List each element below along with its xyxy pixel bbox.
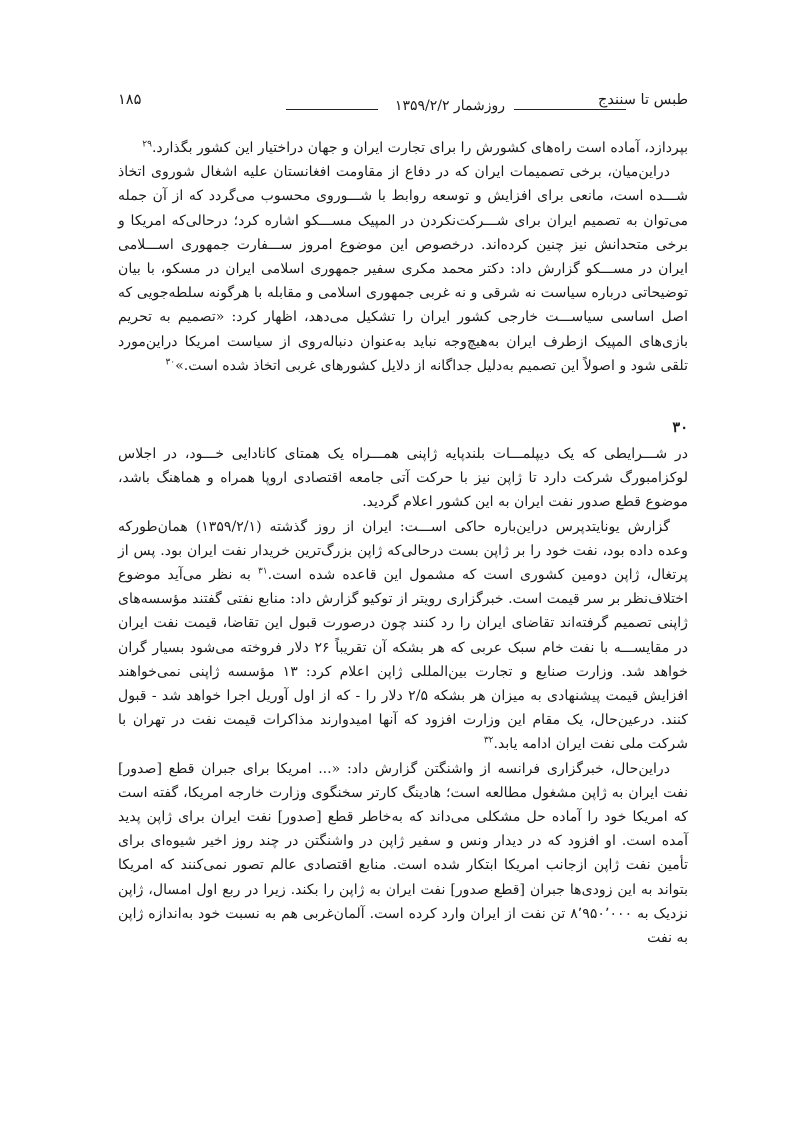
header-rule-left xyxy=(286,109,378,110)
paragraph-text: در شـــرایطی که یک دیپلمـــات بلندپایه ژاپنی همـــراه یک همتای کانادایی خـــود، در اجلاس لوکزامبورگ شرکت دارد تا ژاپن نیز با حرکت آتی جامعه اقتصادی اروپا همراه و هماهنگ باشد، موضوع قطع صدور نفت ایران به این کشور اعلام گردید. xyxy=(118,446,688,511)
footnote-ref: ۲۹ xyxy=(142,139,152,150)
paragraph-text: گزارش یونایتدپرس دراین‌باره حاکی اســـت: ایران از روز گذشته (۱۳۵۹/۲/۱) همان‌طورکه وعده داده بود، نفت خود را بر ژاپن بست درحالی‌که ژاپن بزرگ‌ترین خریدار نفت ایران بود. پس از پرتغال، ژاپن دومین کشوری است که مشمول این قاعده شده است. xyxy=(118,518,688,584)
paragraph xyxy=(118,136,688,160)
body-text xyxy=(118,136,688,950)
paragraph xyxy=(118,757,688,951)
paragraph-text: به نظر می‌آید موضوع اختلاف‌نظر بر سر قیمت است. خبرگزاری رویتر از توکیو گزارش داد: منابع نفتی گفتند مؤسسه‌های ژاپنی تصمیم گرفته‌اند تقاضای ایران را رد کنند چون درصورت قبول این تقاضا، قیمت نفت ایران در مقایســـه با نفت خام سبک عربی که هر بشکه آن تقریباً ۲۶ دلار فروخته می‌شود بسیار گران خواهد شد. وزارت صنایع و تجارت بین‌المللی ژاپن اعلام کرد: ۱۳ مؤسسه ژاپنی نمی‌خواهند افزایش قیمت پیشنهادی به میزان هر بشکه ۲/۵ دلار را - که از اول آوریل اجرا خواهد شد - قبول کنند. درعین‌حال، یک مقام این وزارت افزود که آنها امیدوارند مذاکرات قیمت نفت در تهران با شرکت ملی نفت ایران ادامه یابد. xyxy=(118,567,689,753)
page-number: ۱۸۵ xyxy=(118,92,142,108)
paragraph xyxy=(118,515,688,757)
header-rule-right xyxy=(514,109,626,110)
paragraph-text: دراین‌میان، برخی تصمیمات ایران که در دفاع از مقاومت افغانستان علیه اشغال شوروی اتخاذ شـــده است، مانعی برای افزایش و توسعه روابط با شـــوروی محسوب می‌گردد که از آن جمله می‌توان به تصمیم ایران برای شـــرکت‌نکردن در المپیک مســـکو اشاره کرد؛ درحالی‌که امریکا و برخی متحدانش نیز چنین کرده‌اند. درخصوص این موضوع امروز ســـفارت جمهوری اســـلامی ایران در مســـکو گزارش داد: دکتر محمد مکری سفیر جمهوری اسلامی ایران در مسکو، با بیان توضیحاتی درباره سیاست نه شرقی و نه غربی جمهوری اسلامی و مقابله با هرگونه سلطه‌جویی که اصل اساسی سیاســـت خارجی کشور ایران را تشکیل می‌دهد، اظهار کرد: «تصمیم به تحریم بازی‌های المپیک ازطرف ایران به‌هیچ‌وجه نباید به‌عنوان دنباله‌روی از سیاست امریکا دراین‌مورد تلقی شود و اصولاً این تصمیم به‌دلیل جداگانه از دلایل کشورهای غربی اتخاذ شده است.» xyxy=(118,164,688,374)
header-book-title: طبس تا سنندج xyxy=(598,92,688,108)
footnote-ref: ۳۰ xyxy=(165,357,176,368)
paragraph-text: دراین‌حال، خبرگزاری فرانسه از واشنگتن گزارش داد: «... امریکا برای جبران قطع [صدور] نفت ایران به ژاپن مشغول مطالعه است؛ هادینگ کارتر سخنگوی وزارت خارجه امریکا، گفته است که امریکا خود را آماده حل مشکلی می‌داند که به‌خاطر قطع [صدور] نفت ایران برای ژاپن پدید آمده است. او افزود که در دیدار ونس و سفیر ژاپن در واشنگتن در چند روز اخیر شیوه‌ای برای تأمین نفت ژاپن ازجانب امریکا ابتکار شده است. منابع اقتصادی عالم تصور نمی‌کنند که امریکا بتواند به این زودی‌ها جبران [قطع صدور] نفت ایران به ژاپن را بکند. زیرا در ربع اول امسال، ژاپن نزدیک به ۸٬۹۵۰٬۰۰۰ تن نفت از ایران وارد کرده است. آلمان‌غربی هم به نسبت خود به‌اندازه ژاپن به نفت xyxy=(118,760,688,947)
footnote-ref: ۳۲ xyxy=(483,735,494,746)
paragraph xyxy=(118,160,688,378)
running-header xyxy=(118,92,688,116)
header-diary-date: روزشمار ۱۳۵۹/۲/۲ xyxy=(394,98,506,114)
footnote-ref: ۳۱ xyxy=(257,566,268,577)
paragraph xyxy=(118,442,688,515)
paragraph-text: بپردازد، آماده است راه‌های کشورش را برای تجارت ایران و جهان دراختیار این کشور بگذارد. xyxy=(151,140,688,156)
section-number: ۳۰ xyxy=(672,419,688,437)
header-diary-block xyxy=(286,98,626,118)
